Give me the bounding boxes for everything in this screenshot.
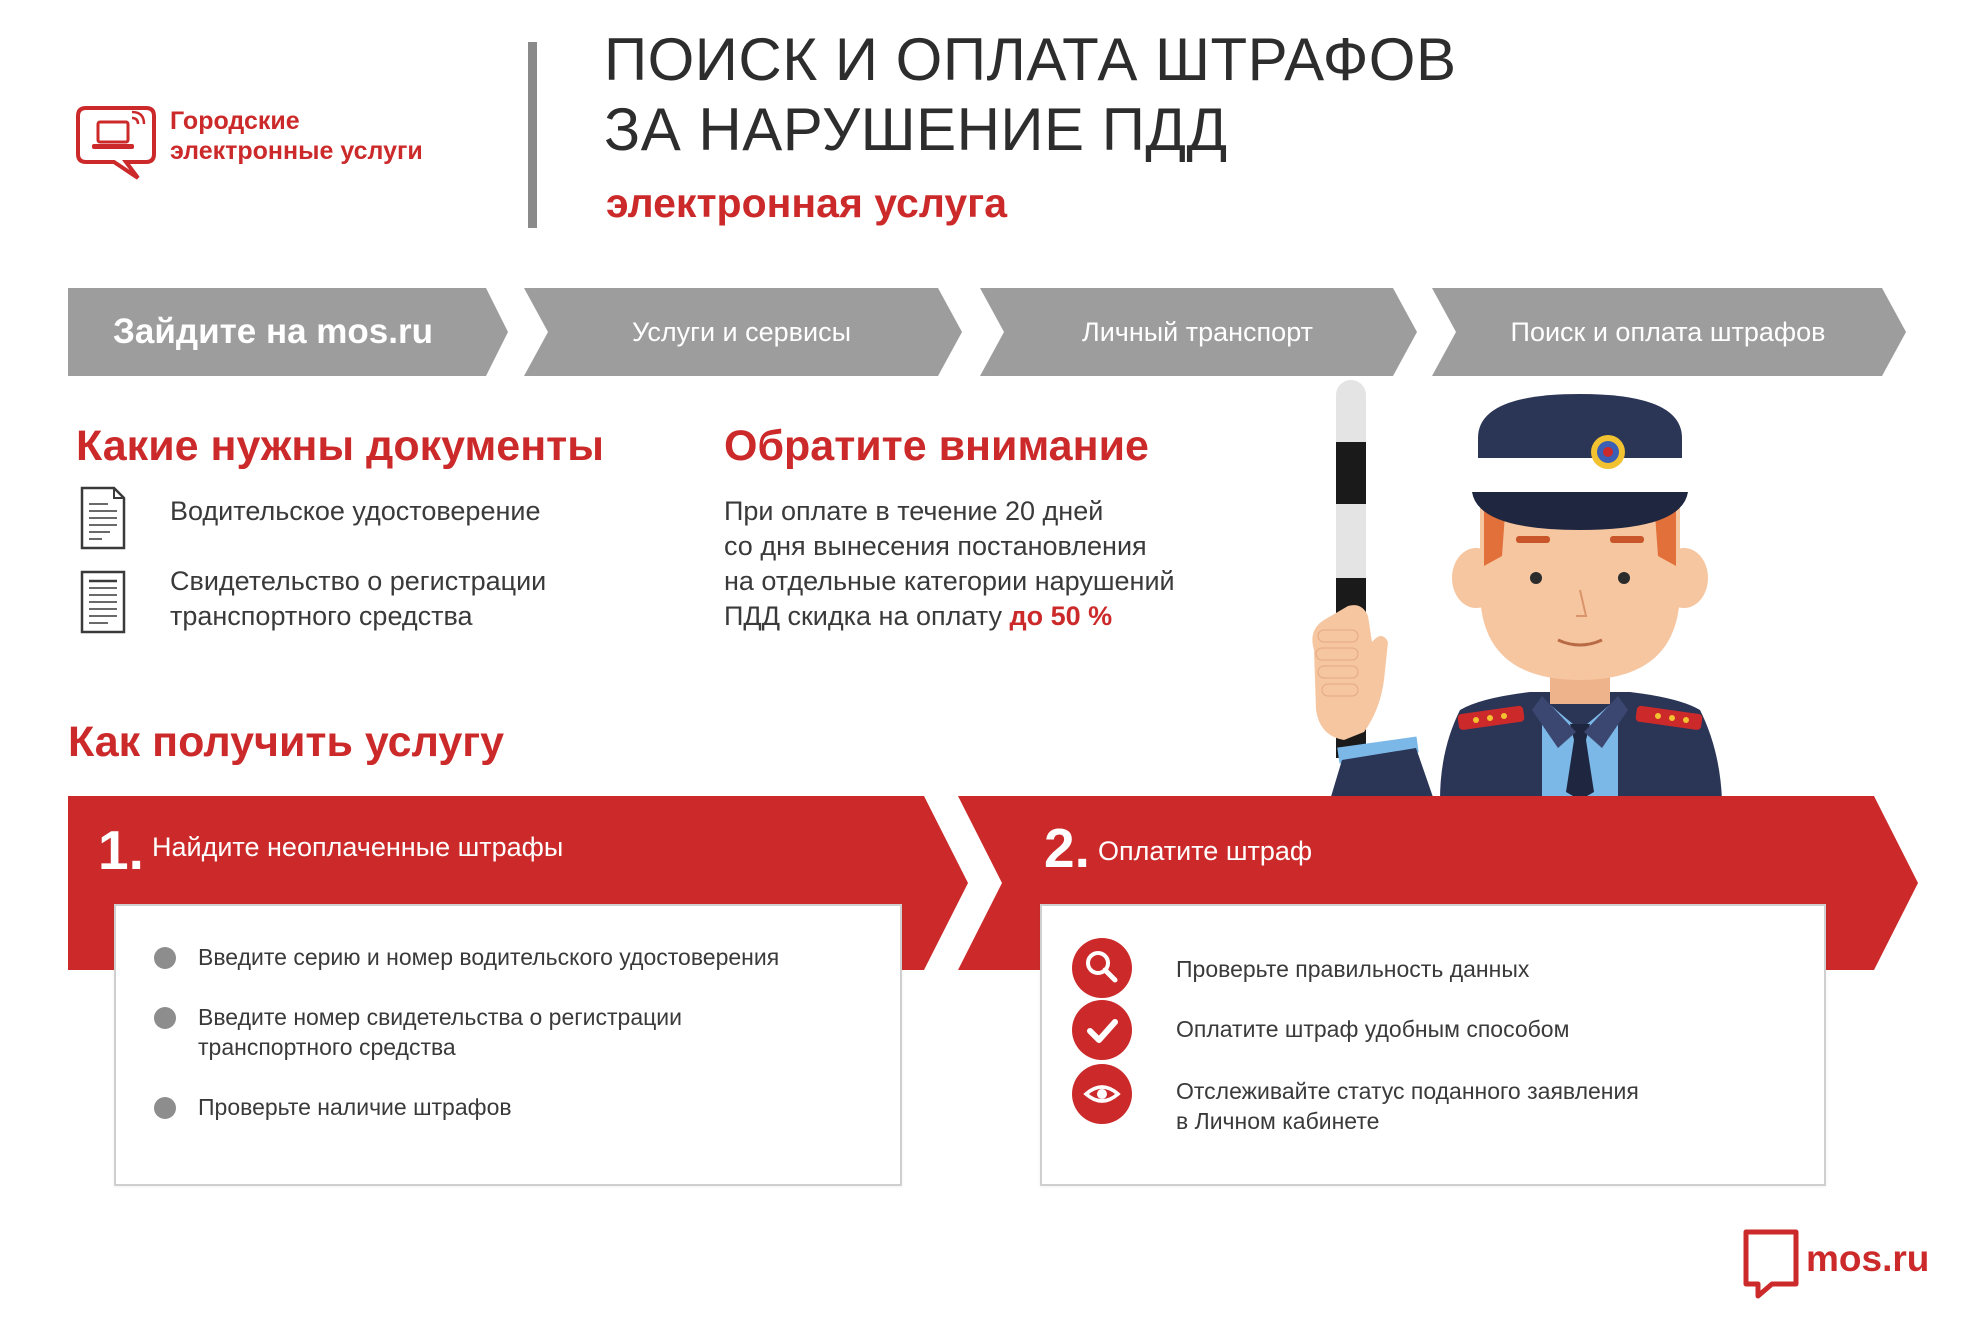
step1-item-registration — [154, 1002, 682, 1062]
logo-text-line1: Городские — [170, 107, 300, 135]
breadcrumb-label: Услуги и сервисы — [632, 317, 851, 347]
magnifier-icon — [1072, 938, 1132, 998]
document-item-line2: транспортного средства — [170, 601, 473, 631]
step1-item-text: Проверьте наличие штрафов — [198, 1094, 512, 1120]
step1-item-line1: Введите номер свидетельства о регистрации — [198, 1004, 682, 1030]
mosru-text: mos.ru — [1806, 1238, 1930, 1279]
breadcrumb-step-services — [524, 288, 962, 376]
logo-text-line2: электронные услуги — [170, 137, 423, 165]
attention-text — [724, 494, 1175, 634]
attention-line1: При оплате в течение 20 дней — [724, 496, 1104, 526]
page-subtitle: электронная услуга — [606, 180, 1008, 226]
bullet-icon — [154, 947, 176, 969]
step2-number: 2. — [1044, 817, 1090, 879]
document-item-line1: Свидетельство о регистрации — [170, 566, 547, 596]
step2-item-line1: Отслеживайте статус поданного заявления — [1176, 1078, 1639, 1104]
how-heading: Как получить услугу — [68, 718, 505, 766]
step2-item-line2: в Личном кабинете — [1176, 1108, 1380, 1134]
attention-line3: на отдельные категории нарушений — [724, 566, 1175, 596]
document-item-license: Водительское удостоверение — [170, 496, 541, 526]
step1-item-license — [154, 942, 779, 972]
bullet-icon — [154, 1097, 176, 1119]
mosru-speech-icon — [1742, 1228, 1800, 1300]
step2-item-text — [1176, 1076, 1639, 1136]
step1-card — [114, 904, 902, 1186]
header-divider — [528, 42, 537, 228]
bullet-icon — [154, 1007, 176, 1029]
breadcrumb-label: Поиск и оплата штрафов — [1510, 317, 1826, 347]
attention-heading: Обратите внимание — [724, 422, 1149, 470]
attention-line4-prefix: ПДД скидка на оплату — [724, 601, 1010, 631]
step1-title: Найдите неоплаченные штрафы — [152, 832, 564, 862]
step1-item-text: Введите серию и номер водительского удостоверения — [198, 944, 780, 970]
traffic-police-officer-illustration — [1280, 380, 1800, 800]
step1-item-check — [154, 1092, 512, 1122]
breadcrumb-label: Зайдите на mos.ru — [113, 312, 433, 351]
city-services-logo — [76, 104, 476, 184]
page-title-line1: ПОИСК И ОПЛАТА ШТРАФОВ — [604, 26, 1457, 93]
breadcrumb-label: Личный транспорт — [1081, 317, 1313, 347]
step2-title: Оплатите штраф — [1098, 836, 1313, 866]
document-icon — [80, 570, 126, 639]
attention-line2: со дня вынесения постановления — [724, 531, 1147, 561]
document-icon — [80, 486, 126, 555]
step2-item-text: Проверьте правильность данных — [1176, 956, 1530, 982]
step2-item-text: Оплатите штраф удобным способом — [1176, 1016, 1570, 1042]
attention-line4 — [724, 599, 1175, 634]
laptop-chat-icon — [76, 104, 160, 182]
breadcrumb-step-fines — [1432, 288, 1906, 376]
step1-item-line2: транспортного средства — [198, 1034, 456, 1060]
discount-highlight: до 50 % — [1009, 601, 1113, 631]
page-title-line2: ЗА НАРУШЕНИЕ ПДД — [604, 96, 1228, 163]
documents-heading: Какие нужны документы — [76, 422, 604, 470]
step1-number: 1. — [98, 819, 144, 881]
checkmark-icon — [1072, 1000, 1132, 1060]
mosru-logo — [1742, 1228, 1932, 1300]
step2-card — [1040, 904, 1826, 1186]
eye-icon — [1072, 1064, 1132, 1124]
document-item-registration — [170, 564, 546, 634]
breadcrumb-step-mosru — [68, 288, 508, 376]
breadcrumb-step-transport — [980, 288, 1417, 376]
